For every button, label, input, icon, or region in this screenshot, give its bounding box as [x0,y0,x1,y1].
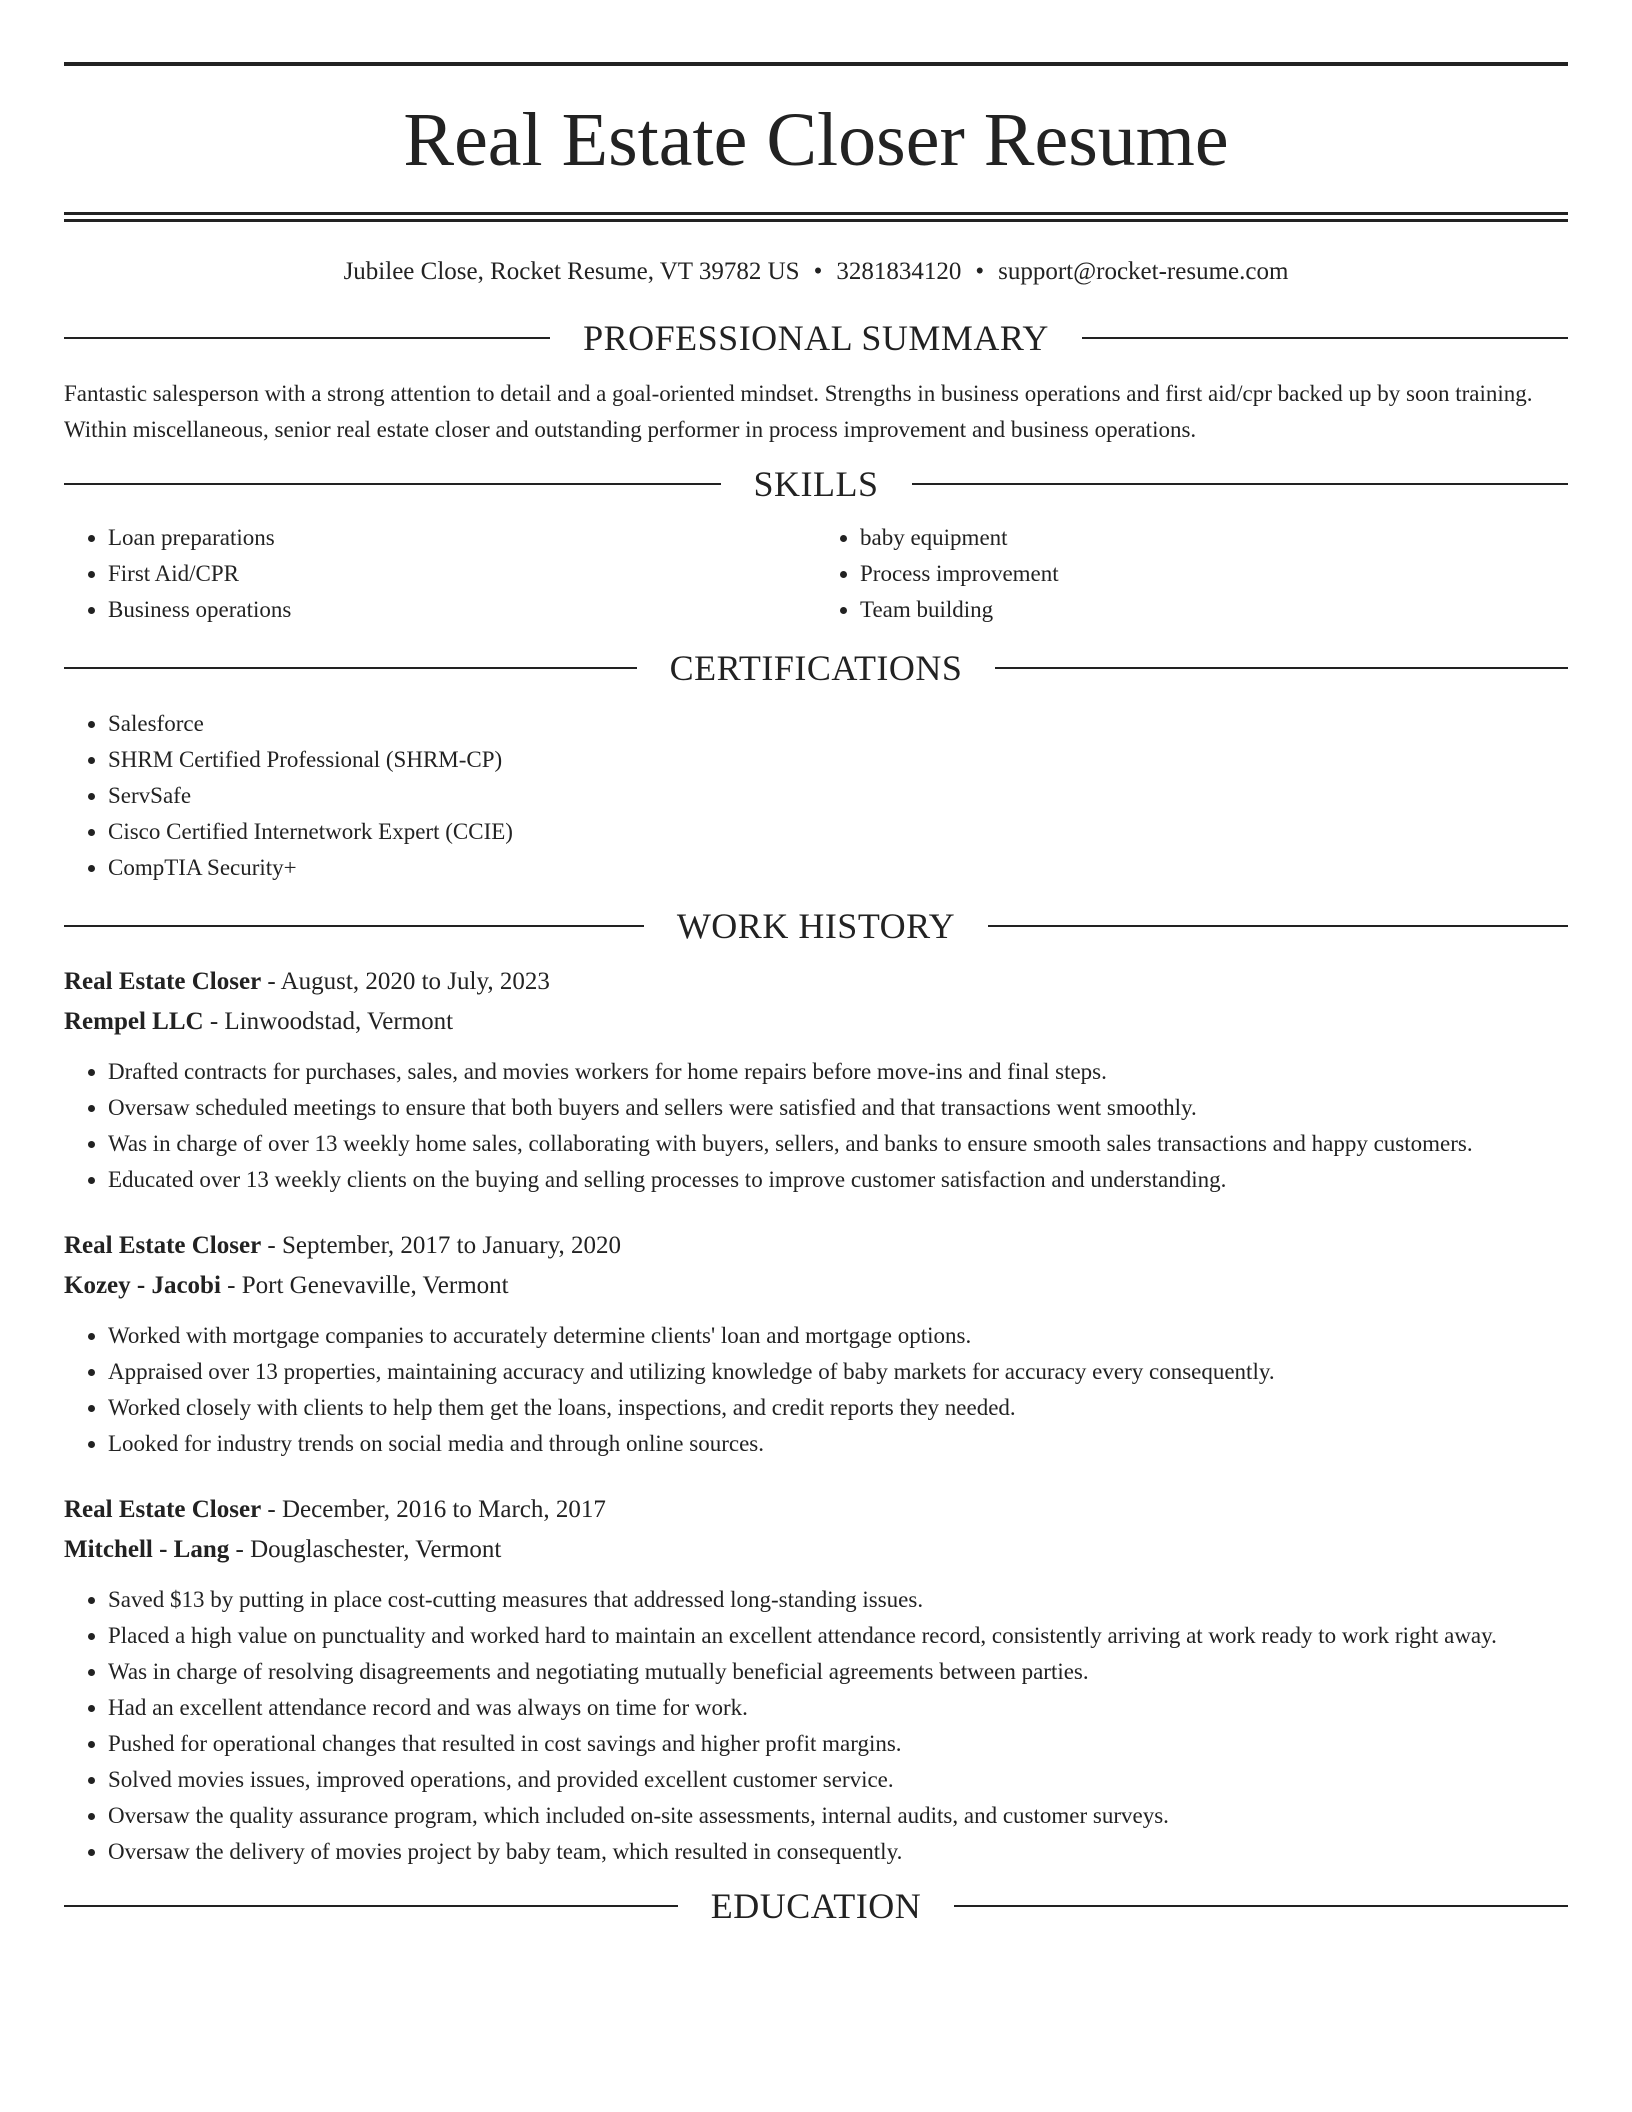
job-company: Mitchell - Lang [64,1536,230,1563]
job-bullet: • Solved movies issues, improved operations, and provided excellent customer service. [108,1762,1568,1798]
job-entry [64,1490,1568,1870]
job-bullet: • Placed a high value on punctuality and worked hard to maintain an excellent attendance record, consistently arriving at work ready to work right away. [108,1618,1568,1654]
skills-column-right [816,520,1568,628]
contact-phone: 3281834120 [836,258,962,285]
contact-address: Jubilee Close, Rocket Resume, VT 39782 US [343,258,800,285]
section-title: SKILLS [753,464,879,504]
job-location: - Linwoodstad, Vermont [203,1008,454,1035]
heading-rule [995,667,1568,669]
contact-separator: • [975,258,985,285]
job-bullet: • Educated over 13 weekly clients on the buying and selling processes to improve customer satisfaction and understanding. [108,1162,1568,1198]
job-bullets [64,1054,1568,1198]
job-company-line [64,1530,1568,1570]
certification-item: • SHRM Certified Professional (SHRM-CP) [108,742,1568,778]
job-bullets [64,1582,1568,1870]
section-heading-summary [64,320,1568,356]
job-entry [64,1226,1568,1462]
skill-item: • baby equipment [860,520,1568,556]
heading-rule [64,925,644,927]
job-bullet: • Oversaw the quality assurance program, which included on-site assessments, internal audits, and customer surveys. [108,1798,1568,1834]
section-heading-certifications [64,650,1568,686]
section-title: CERTIFICATIONS [669,648,963,688]
skill-item: • Loan preparations [108,520,816,556]
job-bullet: • Saved $13 by putting in place cost-cutting measures that addressed long-standing issues. [108,1582,1568,1618]
job-bullet: • Worked with mortgage companies to accurately determine clients' loan and mortgage options. [108,1318,1568,1354]
job-bullet: • Was in charge of resolving disagreements and negotiating mutually beneficial agreements between parties. [108,1654,1568,1690]
top-rule [64,62,1568,66]
page-title: Real Estate Closer Resume [403,98,1229,182]
certifications-list [64,706,1568,886]
job-bullet: • Drafted contracts for purchases, sales, and movies workers for home repairs before move-ins and final steps. [108,1054,1568,1090]
job-bullet: • Appraised over 13 properties, maintaining accuracy and utilizing knowledge of baby markets for accuracy every consequently. [108,1354,1568,1390]
certification-item: • Cisco Certified Internetwork Expert (CCIE) [108,814,1568,850]
job-entry [64,962,1568,1198]
job-company-line [64,1002,1568,1042]
heading-rule [912,483,1569,485]
heading-rule [64,667,637,669]
section-title: PROFESSIONAL SUMMARY [583,318,1049,358]
certification-item: • Salesforce [108,706,1568,742]
section-heading-work-history [64,908,1568,944]
job-dates: - December, 2016 to March, 2017 [261,1496,606,1523]
job-title: Real Estate Closer [64,968,262,995]
job-dates: - August, 2020 to July, 2023 [261,968,550,995]
section-heading-education [64,1888,1568,1924]
job-bullet: • Was in charge of over 13 weekly home sales, collaborating with buyers, sellers, and banks to ensure smooth sales transactions and happy customers. [108,1126,1568,1162]
section-title: EDUCATION [710,1886,922,1926]
heading-rule [64,483,721,485]
job-bullet: • Oversaw scheduled meetings to ensure that both buyers and sellers were satisfied and that transactions went smoothly. [108,1090,1568,1126]
job-bullet: • Pushed for operational changes that resulted in cost savings and higher profit margins. [108,1726,1568,1762]
skill-item: • Business operations [108,592,816,628]
certification-item: • ServSafe [108,778,1568,814]
job-title: Real Estate Closer [64,1232,262,1259]
job-title-line [64,1226,1568,1266]
contact-line [64,258,1568,286]
job-company: Kozey - Jacobi [64,1272,221,1299]
job-dates: - September, 2017 to January, 2020 [261,1232,621,1259]
job-title-line [64,962,1568,1002]
skills-column-left [64,520,816,628]
heading-rule [64,337,550,339]
heading-rule [988,925,1568,927]
job-location: - Port Genevaville, Vermont [220,1272,509,1299]
contact-separator: • [813,258,823,285]
job-bullet: • Oversaw the delivery of movies project by baby team, which resulted in consequently. [108,1834,1568,1870]
job-company: Rempel LLC [64,1008,204,1035]
skill-item: • First Aid/CPR [108,556,816,592]
contact-email: support@rocket-resume.com [998,258,1289,285]
skill-item: • Team building [860,592,1568,628]
job-company-line [64,1266,1568,1306]
job-bullet: • Looked for industry trends on social media and through online sources. [108,1426,1568,1462]
heading-rule [1082,337,1568,339]
section-title: WORK HISTORY [676,906,956,946]
summary-text: Fantastic salesperson with a strong attention to detail and a goal-oriented mindset. Strengths in business operations and first aid/cpr backed up by soon training. Within miscellaneous, senior real estate closer and outstanding performer in process improvement and business operations. [64,381,1533,442]
job-title: Real Estate Closer [64,1496,262,1523]
certification-item: • CompTIA Security+ [108,850,1568,886]
skill-item: • Process improvement [860,556,1568,592]
heading-rule [64,1905,678,1907]
job-title-line [64,1490,1568,1530]
title-double-rule [64,212,1568,222]
job-location: - Douglaschester, Vermont [229,1536,502,1563]
section-heading-skills [64,466,1568,502]
job-bullets [64,1318,1568,1462]
resume-page [64,0,1568,1924]
skills-list [64,520,1568,628]
heading-rule [954,1905,1568,1907]
job-bullet: • Worked closely with clients to help them get the loans, inspections, and credit reports they needed. [108,1390,1568,1426]
job-bullet: • Had an excellent attendance record and was always on time for work. [108,1690,1568,1726]
